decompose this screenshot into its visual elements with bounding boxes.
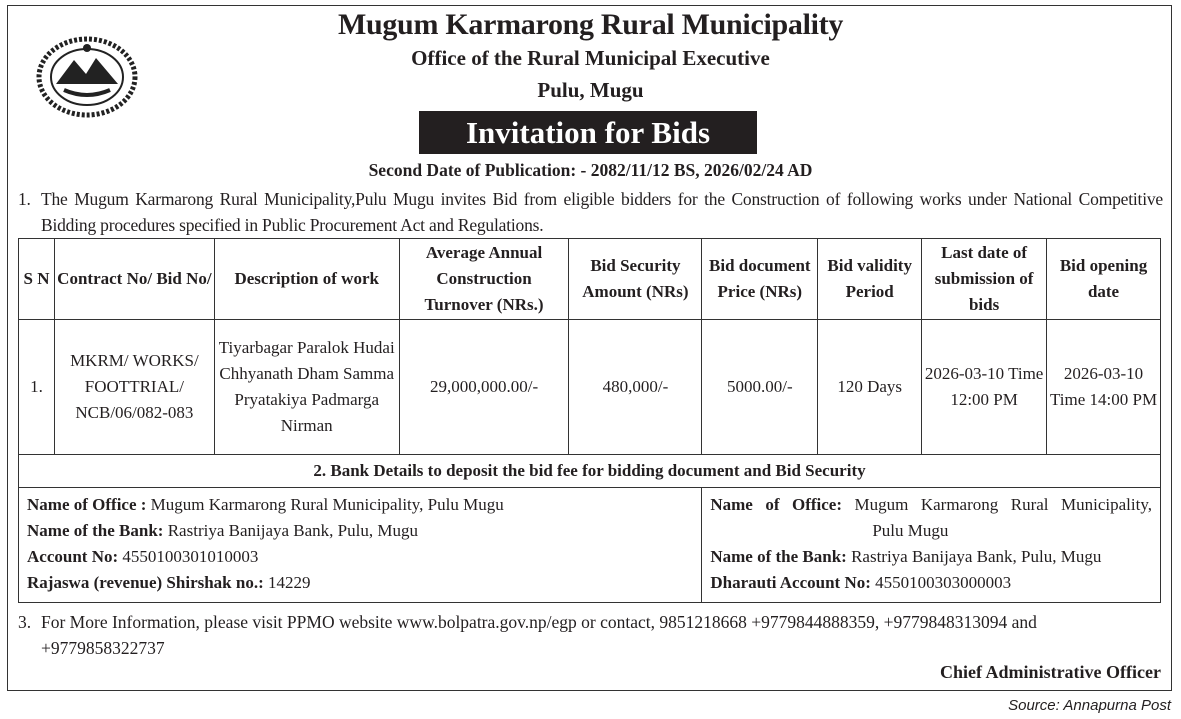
paragraph-number: 1. xyxy=(18,189,31,209)
column-header: Bid opening date xyxy=(1047,239,1161,320)
field-label: Name of Office : xyxy=(27,495,147,514)
paragraph-text: For More Information, please visit PPMO website www.bolpatra.gov.np/egp or contact, 9851218668 +9779844888359, +9779848313094 and +9779858322737 xyxy=(41,612,1037,658)
paragraph-number: 3. xyxy=(18,612,32,632)
field-value: Rastriya Banijaya Bank, Pulu, Mugu xyxy=(167,521,418,540)
source-credit: Source: Annapurna Post xyxy=(1008,697,1171,714)
cell-turnover: 29,000,000.00/- xyxy=(399,320,569,455)
field-label: Name of the Bank: xyxy=(27,521,164,540)
column-header: Description of work xyxy=(214,239,399,320)
table-row xyxy=(19,320,1161,455)
bank-heading-row xyxy=(19,455,1161,488)
cell-contract-no: MKRM/ WORKS/ FOOTTRIAL/ NCB/06/082-083 xyxy=(54,320,214,455)
cell-bid-security: 480,000/- xyxy=(569,320,702,455)
publication-date: Second Date of Publication: - 2082/11/12 BS, 2026/02/24 AD xyxy=(368,160,813,180)
bank-details-right xyxy=(702,488,1161,603)
field-label: Account No: xyxy=(27,547,119,566)
bank-details-row xyxy=(19,488,1161,603)
paragraph-text: The Mugum Karmarong Rural Municipality,Pulu Mugu invites Bid from eligible bidders for the Construction of following works under National Competitive Bidding procedures specified in Public Procurement Act and Regulations. xyxy=(41,189,1163,235)
column-header: Bid Security Amount (NRs) xyxy=(569,239,702,320)
cell-submission-date: 2026-03-10 Time 12:00 PM xyxy=(922,320,1047,455)
field-value: Mugum Karmarong Rural Municipality, Pulu Mugu xyxy=(150,495,504,514)
field-value: 14229 xyxy=(268,573,311,592)
notice-title: Invitation for Bids xyxy=(419,111,757,154)
bid-table xyxy=(18,238,1161,603)
column-header: S N xyxy=(19,239,55,320)
paragraph-1 xyxy=(18,186,1163,238)
office-name: Office of the Rural Municipal Executive xyxy=(411,46,770,70)
field-label: Rajaswa (revenue) Shirshak no.: xyxy=(27,573,264,592)
bank-details-left xyxy=(19,488,702,603)
municipality-name: Mugum Karmarong Rural Municipality xyxy=(337,8,844,41)
cell-sn: 1. xyxy=(19,320,55,455)
bank-heading: 2. Bank Details to deposit the bid fee for bidding document and Bid Security xyxy=(19,455,1161,488)
field-value: 4550100301010003 xyxy=(122,547,259,566)
table-header-row xyxy=(19,239,1161,320)
column-header: Average Annual Construction Turnover (NRs.) xyxy=(399,239,569,320)
cell-description: Tiyarbagar Paralok Hudai Chhyanath Dham Samma Pryatakiya Padmarga Nirman xyxy=(214,320,399,455)
field-value: Pulu Mugu xyxy=(872,521,949,540)
office-location: Pulu, Mugu xyxy=(537,78,644,102)
column-header: Contract No/ Bid No/ xyxy=(54,239,214,320)
field-value: Rastriya Banijaya Bank, Pulu, Mugu xyxy=(851,547,1102,566)
field-value: 4550100303000003 xyxy=(875,573,1012,592)
column-header: Bid document Price (NRs) xyxy=(702,239,818,320)
column-header: Last date of submission of bids xyxy=(922,239,1047,320)
cell-validity: 120 Days xyxy=(818,320,922,455)
field-label: Dharauti Account No: xyxy=(710,573,871,592)
field-value: Mugum Karmarong Rural Municipality, xyxy=(854,495,1152,514)
cell-document-price: 5000.00/- xyxy=(702,320,818,455)
field-label: Name of the Bank: xyxy=(710,547,847,566)
field-label: Name of Office: xyxy=(710,495,843,514)
cell-opening-date: 2026-03-10 Time 14:00 PM xyxy=(1047,320,1161,455)
paragraph-3 xyxy=(18,609,1163,661)
signature: Chief Administrative Officer xyxy=(940,662,1161,682)
column-header: Bid validity Period xyxy=(818,239,922,320)
